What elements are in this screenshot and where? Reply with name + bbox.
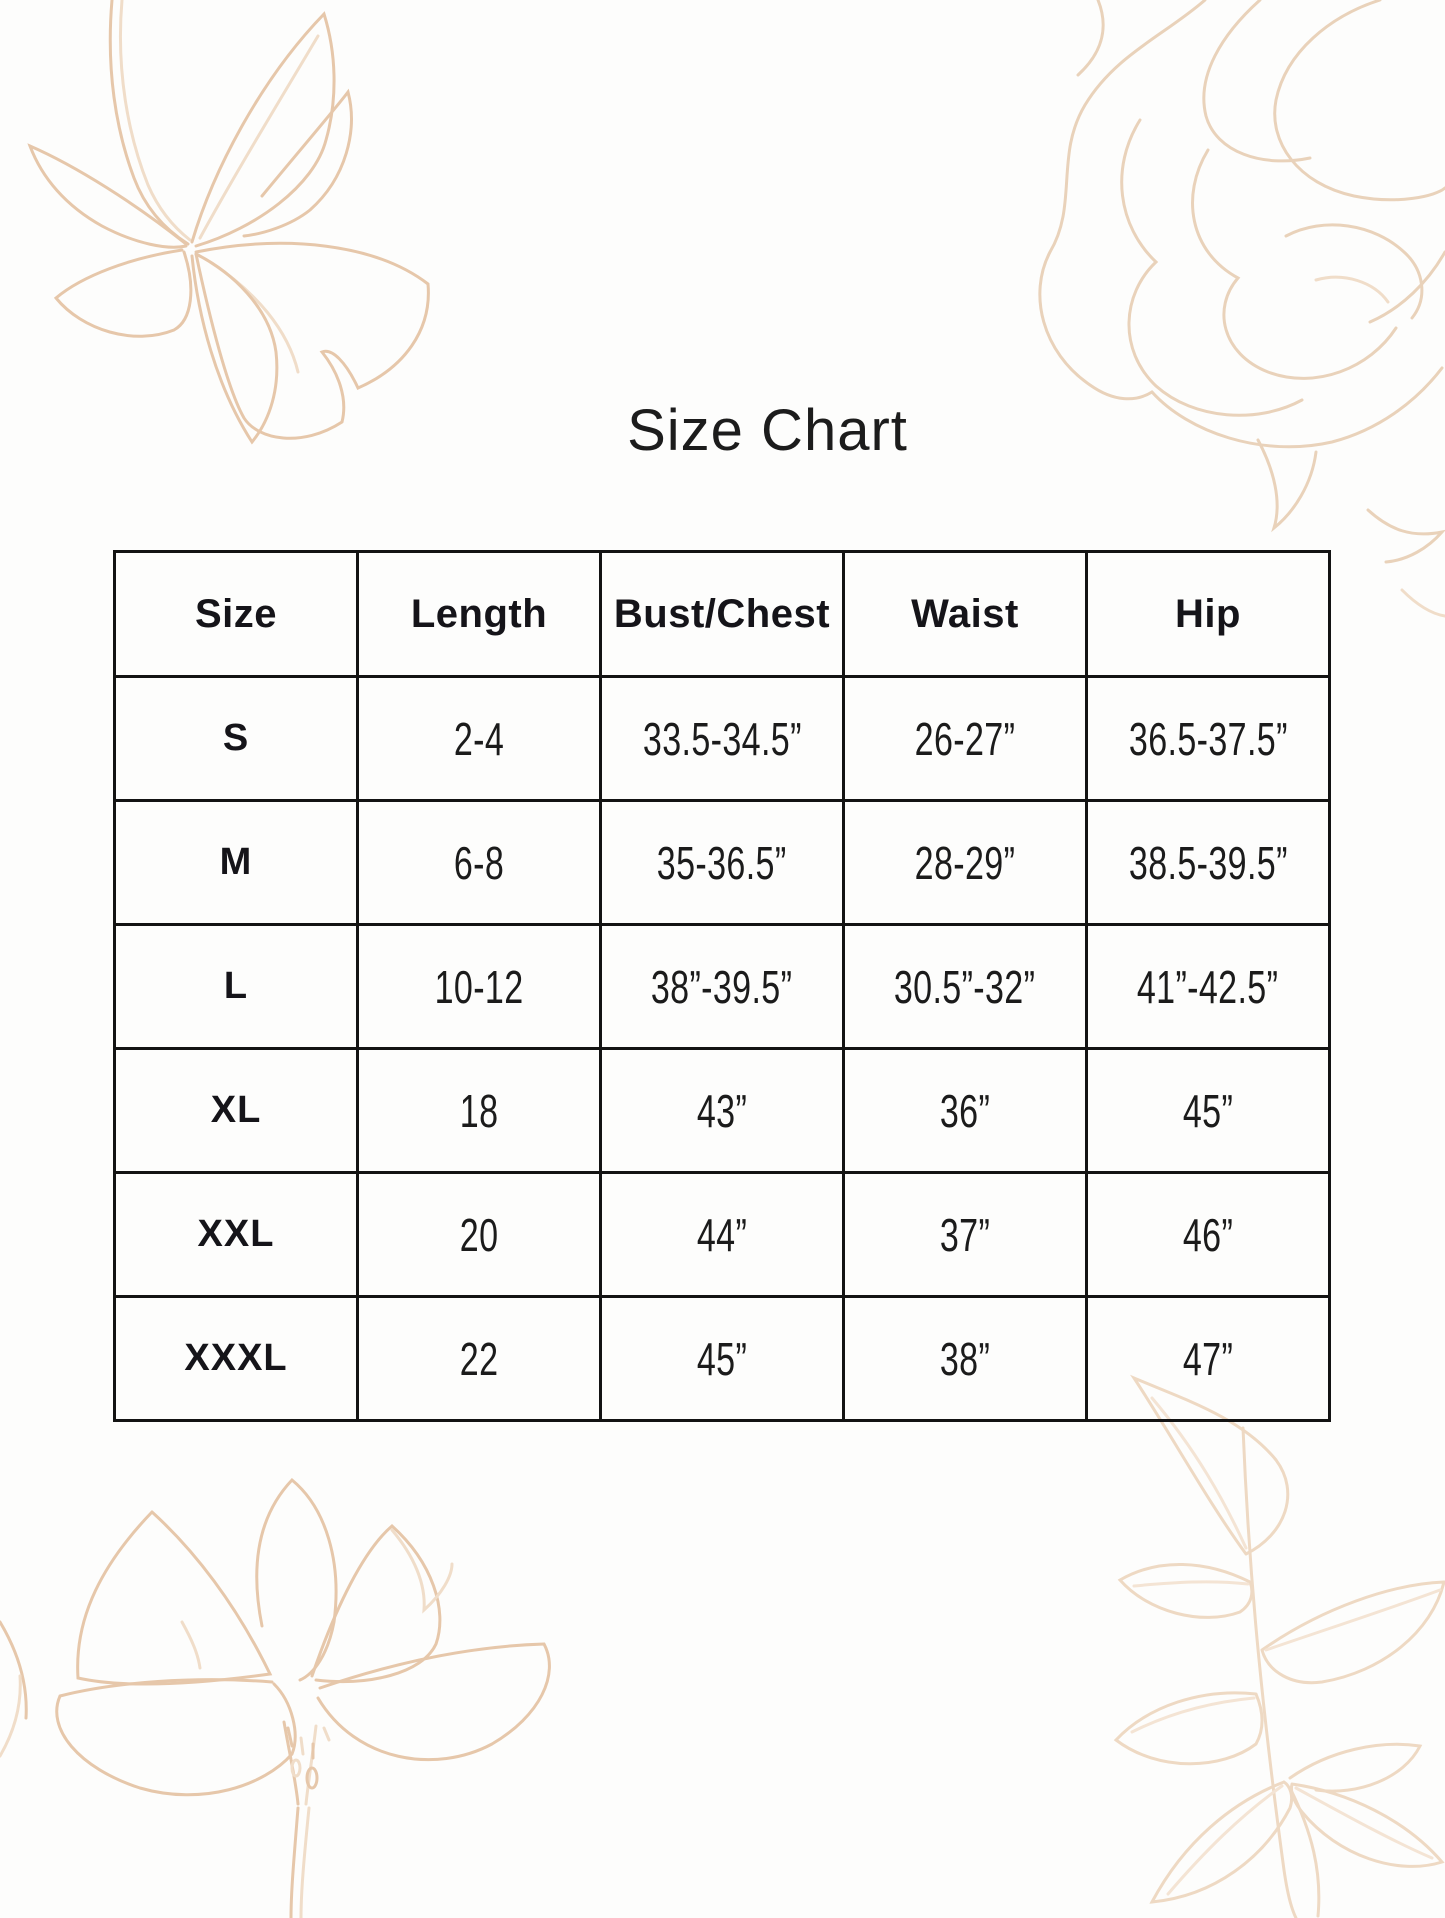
table-row-xxl	[115, 1173, 1330, 1297]
table-cell	[844, 677, 1087, 801]
table-cell	[601, 1049, 844, 1173]
cell-value: 6-8	[453, 836, 505, 889]
cell-value: 46”	[1182, 1208, 1234, 1261]
size-cell: M	[115, 801, 358, 925]
page-title: Size Chart	[627, 398, 908, 463]
cell-value: 45”	[696, 1332, 748, 1385]
cell-value: 37”	[939, 1208, 991, 1261]
size-cell: XXXL	[115, 1297, 358, 1421]
leaf-branch-line-art-icon	[1000, 1350, 1445, 1918]
size-cell: S	[115, 677, 358, 801]
table-cell	[358, 1173, 601, 1297]
table-cell	[358, 1049, 601, 1173]
cell-value: 36.5-37.5”	[1128, 712, 1288, 765]
cell-value: 44”	[696, 1208, 748, 1261]
size-chart-table	[113, 550, 1331, 1422]
table-row-m	[115, 801, 1330, 925]
header-cell-length: Length	[358, 552, 601, 677]
cell-value: 38”	[939, 1332, 991, 1385]
cell-value: 36”	[939, 1084, 991, 1137]
header-row	[115, 552, 1330, 677]
header-cell-bust-chest: Bust/Chest	[601, 552, 844, 677]
cell-value: 22	[459, 1332, 499, 1385]
table-cell	[844, 1173, 1087, 1297]
table-row-l	[115, 925, 1330, 1049]
table-cell	[1087, 801, 1330, 925]
table-cell	[358, 1297, 601, 1421]
table-cell	[844, 801, 1087, 925]
table-cell	[601, 677, 844, 801]
poppy-flower-line-art-icon	[0, 1426, 580, 1918]
header-cell-size: Size	[115, 552, 358, 677]
table-cell	[1087, 1173, 1330, 1297]
table-cell	[844, 1049, 1087, 1173]
cell-value: 35-36.5”	[657, 836, 787, 889]
size-cell: XXL	[115, 1173, 358, 1297]
cell-value: 30.5”-32”	[894, 960, 1036, 1013]
size-cell: L	[115, 925, 358, 1049]
table-cell	[601, 1297, 844, 1421]
table-cell	[844, 925, 1087, 1049]
header-cell-hip: Hip	[1087, 552, 1330, 677]
cell-value: 20	[459, 1208, 499, 1261]
table-cell	[1087, 925, 1330, 1049]
cell-value: 38”-39.5”	[651, 960, 793, 1013]
table-cell	[358, 925, 601, 1049]
header-cell-waist: Waist	[844, 552, 1087, 677]
table-cell	[844, 1297, 1087, 1421]
cell-value: 10-12	[434, 960, 524, 1013]
size-cell: XL	[115, 1049, 358, 1173]
table-cell	[601, 801, 844, 925]
table-row-xxxl	[115, 1297, 1330, 1421]
cell-value: 38.5-39.5”	[1128, 836, 1288, 889]
table-cell	[1087, 677, 1330, 801]
table-row-xl	[115, 1049, 1330, 1173]
cell-value: 26-27”	[914, 712, 1016, 765]
table-cell	[1087, 1049, 1330, 1173]
cell-value: 33.5-34.5”	[642, 712, 802, 765]
table-cell	[601, 1173, 844, 1297]
table-cell	[601, 925, 844, 1049]
table-cell	[358, 801, 601, 925]
cell-value: 47”	[1182, 1332, 1234, 1385]
cell-value: 2-4	[453, 712, 505, 765]
table-row-s	[115, 677, 1330, 801]
table-cell	[1087, 1297, 1330, 1421]
cell-value: 28-29”	[914, 836, 1016, 889]
cell-value: 43”	[696, 1084, 748, 1137]
cell-value: 18	[459, 1084, 499, 1137]
table-cell	[358, 677, 601, 801]
cell-value: 45”	[1182, 1084, 1234, 1137]
cell-value: 41”-42.5”	[1137, 960, 1279, 1013]
